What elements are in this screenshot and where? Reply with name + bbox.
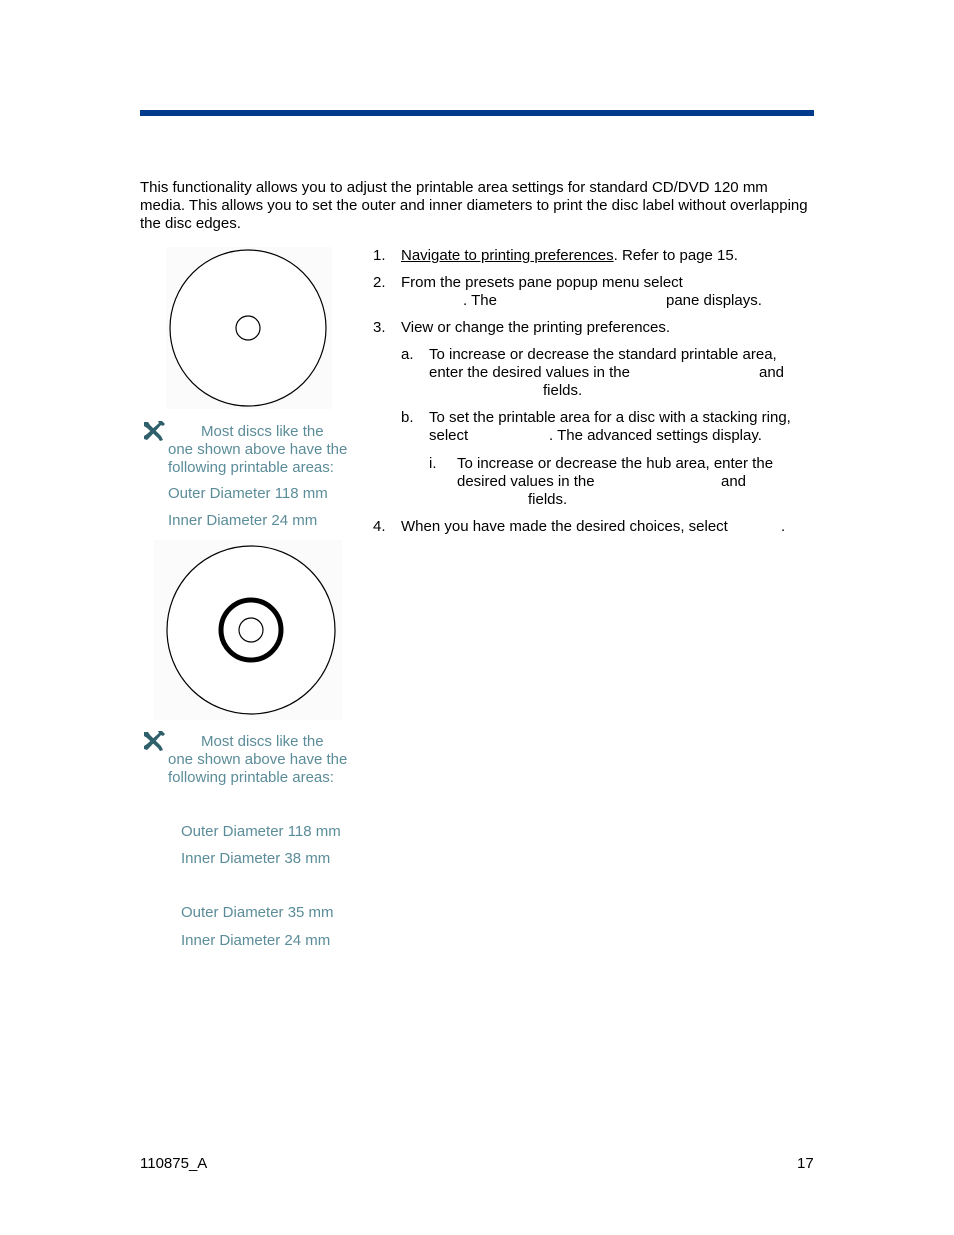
step-text: enter the desired values in the	[429, 364, 630, 381]
step-text: fields.	[528, 491, 568, 508]
step-text: From the presets pane popup menu select	[401, 274, 683, 291]
step-text: View or change the printing preferences.	[401, 319, 671, 336]
intro-paragraph: This functionality allows you to adjust the printable area settings for standard CD/DVD 120 mm media. This allows you to set the outer and inner diameters to print the disc label without overlapping the disc edges.	[140, 179, 808, 232]
note-outer-diameter: Outer Diameter 118 mm	[168, 485, 328, 502]
note-inner-diameter-2: Inner Diameter 24 mm	[181, 932, 331, 949]
note-line: following printable areas:	[168, 459, 334, 476]
note-line: Most discs like the	[201, 733, 324, 750]
printing-preferences-link[interactable]: Navigate to printing preferences	[401, 247, 614, 264]
step-text: To increase or decrease the hub area, enter the	[457, 455, 774, 472]
note-stacking-ring	[168, 733, 368, 787]
disc-image-standard	[166, 247, 332, 409]
note-outer-diameter-2: Outer Diameter 35 mm	[181, 904, 334, 921]
step-number: 2.	[373, 274, 386, 291]
tools-icon	[141, 419, 167, 443]
step-number: a.	[401, 346, 414, 363]
step-text: desired values in the	[457, 473, 595, 490]
step-text: and	[721, 473, 747, 490]
note-line: one shown above have the	[168, 441, 348, 458]
disc-image-stacking-ring	[154, 540, 342, 720]
step-number: 4.	[373, 518, 386, 535]
step-number: 1.	[373, 247, 386, 264]
footer-page-number: 17	[797, 1155, 814, 1172]
step-text: . Refer to page 15.	[613, 247, 738, 264]
step-text: To set the printable area for a disc with a stacking ring,	[429, 409, 791, 426]
step-text: To increase or decrease the standard printable area,	[429, 346, 777, 363]
step-text: fields.	[543, 382, 583, 399]
step-text: .	[781, 518, 786, 535]
step-number: i.	[429, 455, 437, 472]
note-inner-diameter-1: Inner Diameter 38 mm	[181, 850, 331, 867]
step-text: When you have made the desired choices, select	[401, 518, 728, 535]
header-rule	[140, 110, 814, 116]
step-text: . The advanced settings display.	[549, 427, 762, 444]
step-number: b.	[401, 409, 414, 426]
step-number: 3.	[373, 319, 386, 336]
note-line: Most discs like the	[201, 423, 324, 440]
note-outer-diameter-1: Outer Diameter 118 mm	[181, 823, 341, 840]
note-standard	[168, 423, 368, 477]
step-text: . The	[463, 292, 497, 309]
step-text: and	[759, 364, 785, 381]
tools-icon	[141, 729, 167, 753]
step-text: pane displays.	[666, 292, 762, 309]
note-inner-diameter: Inner Diameter 24 mm	[168, 512, 318, 529]
note-line: following printable areas:	[168, 769, 334, 786]
footer-doc-id: 110875_A	[140, 1155, 208, 1172]
step-text: select	[429, 427, 469, 444]
note-line: one shown above have the	[168, 751, 348, 768]
